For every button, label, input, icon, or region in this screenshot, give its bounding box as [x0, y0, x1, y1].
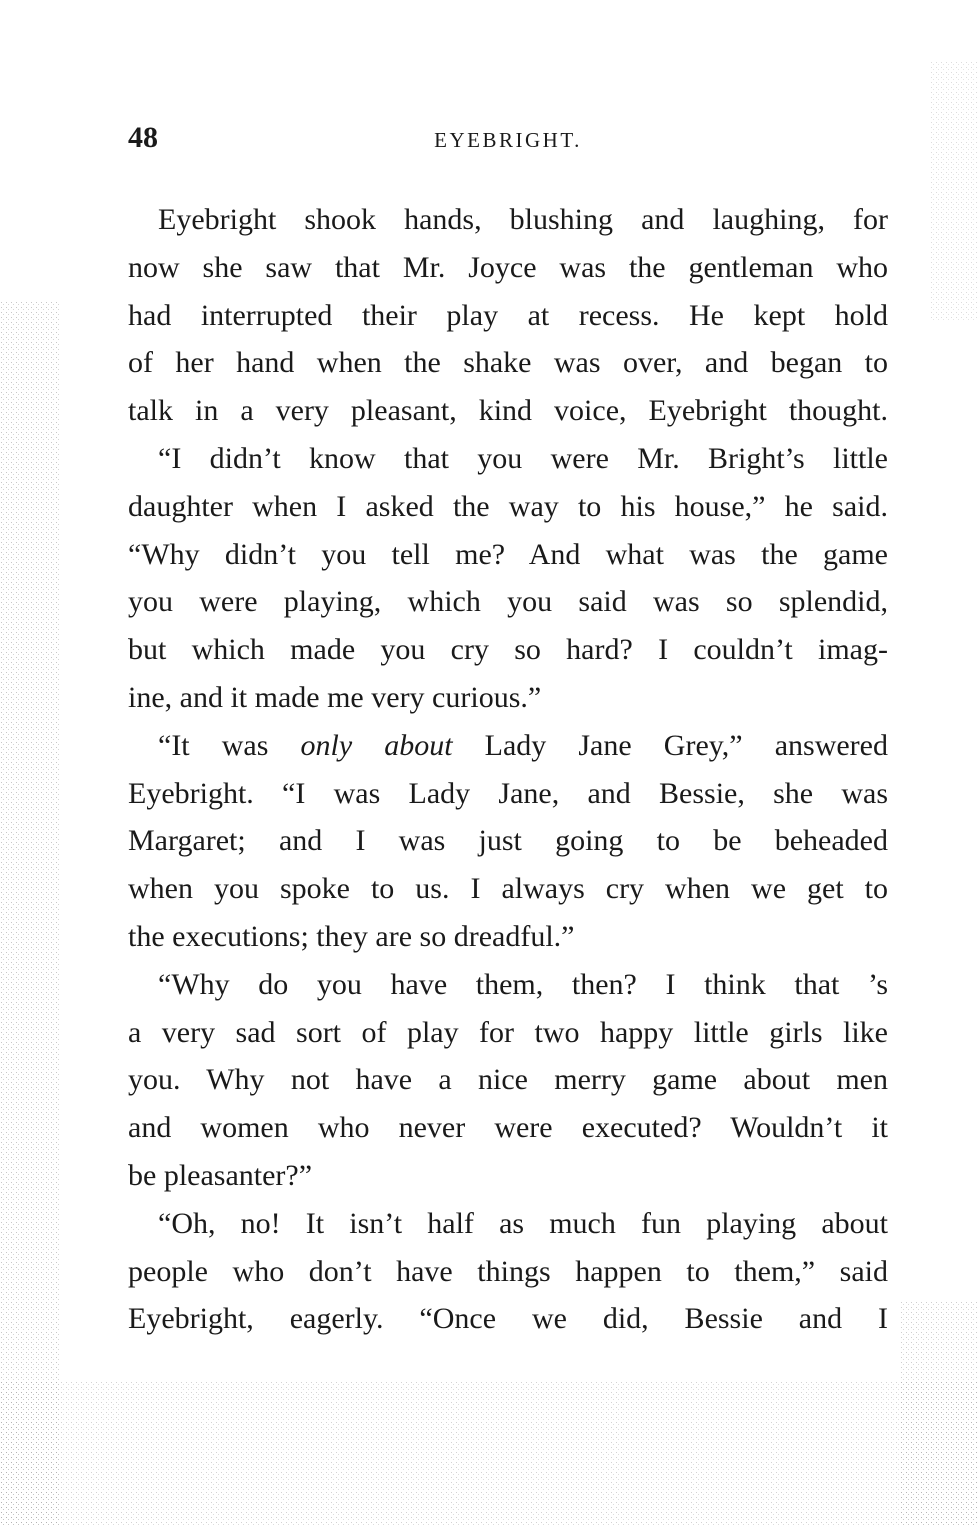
text-line: daughter when I asked the way to his house,” he said. [128, 489, 888, 523]
page-header [128, 118, 888, 162]
text-line: Eyebright. “I was Lady Jane, and Bessie, she was [128, 776, 888, 810]
page-number: 48 [128, 121, 158, 154]
text-line: Eyebright shook hands, blushing and laughing, for [158, 203, 888, 236]
text-line [128, 722, 888, 770]
text-line: of her hand when the shake was over, and began to [128, 346, 888, 380]
text-line: Margaret; and I was just going to be beheaded [128, 824, 888, 858]
text-line: people who don’t have things happen to them,” said [128, 1254, 888, 1288]
text-line: you. Why not have a nice merry game about men [128, 1063, 888, 1097]
text-line: a very sad sort of play for two happy little girls like [128, 1015, 888, 1049]
text-line: “Oh, no! It isn’t half as much fun playing about [158, 1206, 888, 1240]
text-line: when you spoke to us. I always cry when we get to [128, 872, 888, 906]
text-line: Eyebright, eagerly. “Once we did, Bessie and I [128, 1302, 888, 1336]
text-line: now she saw that Mr. Joyce was the gentleman who [128, 250, 888, 284]
text-segment: “It was [158, 728, 301, 762]
text-line: you were playing, which you said was so splendid, [128, 585, 888, 619]
text-line: “Why do you have them, then? I think that ’s [158, 967, 888, 1001]
text-line: had interrupted their play at recess. He kept hold [128, 298, 888, 332]
text-line: the executions; they are so dreadful.” [128, 919, 575, 953]
text-line: be pleasanter?” [128, 1158, 313, 1192]
running-title: EYEBRIGHT. [434, 128, 582, 152]
text-line: but which made you cry so hard? I couldn’t imag- [128, 633, 888, 667]
italic-emphasis: only about [300, 728, 453, 762]
text-line: ine, and it made me very curious.” [128, 680, 542, 714]
body-text [128, 196, 888, 1343]
text-line: “Why didn’t you tell me? And what was the game [128, 537, 888, 571]
text-segment: Lady Jane Grey,” answered [452, 728, 888, 762]
text-line: “I didn’t know that you were Mr. Bright’s little [158, 441, 888, 475]
text-line: and women who never were executed? Wouldn’t it [128, 1111, 888, 1145]
text-line: talk in a very pleasant, kind voice, Eyebright thought. [128, 394, 888, 428]
